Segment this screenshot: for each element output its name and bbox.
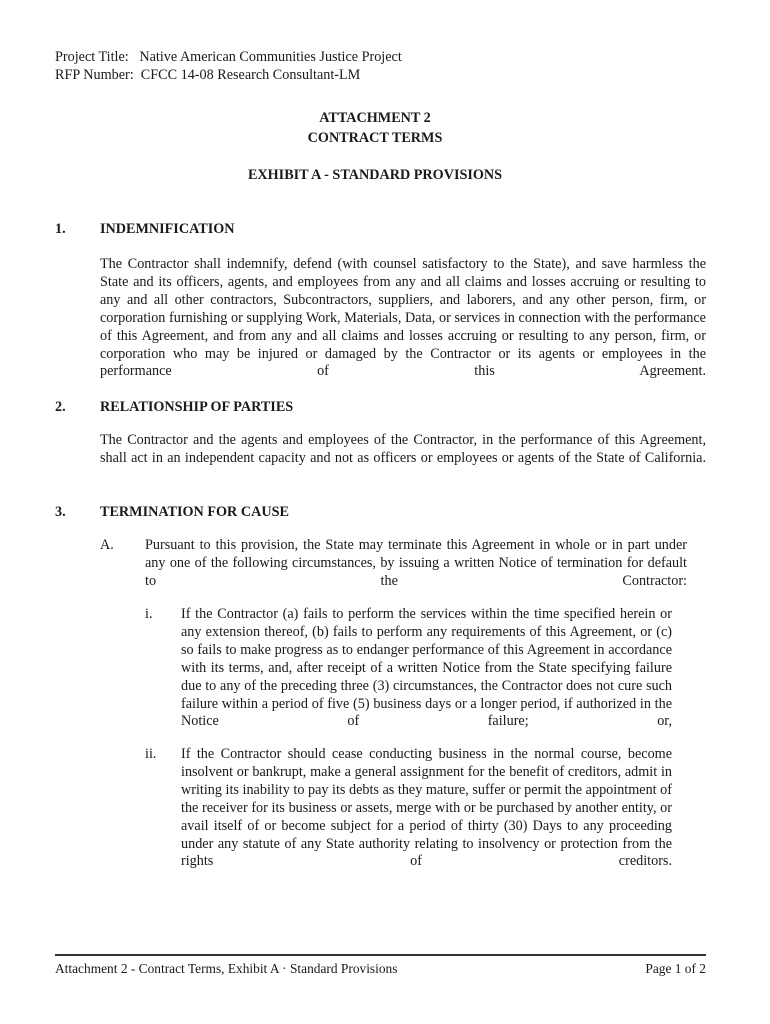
contract-terms-title: CONTRACT TERMS bbox=[307, 129, 443, 146]
rfp-number-row bbox=[55, 67, 402, 85]
project-title-label: Project Title: bbox=[55, 49, 129, 65]
section-body-relationship: The Contractor and the agents and employees of the Contractor, in the performance of this Agreement, shall act in an independent capacity and not as officers or employees or agents of the State of California. bbox=[100, 432, 706, 466]
subsection-label: A. bbox=[100, 537, 114, 553]
exhibit-title: EXHIBIT A - STANDARD PROVISIONS bbox=[247, 167, 503, 183]
section-heading-indemnification: INDEMNIFICATION bbox=[100, 221, 235, 237]
section-number: 3. bbox=[55, 504, 66, 520]
list-item: If the Contractor should cease conducting business in the normal course, become insolvent or bankrupt, make a general assignment for the benefit of creditors, admit in writing its inability to pay its debts as they mature, suffer or permit the appointment of the receiver for its business or assets, merge with or be purchased by another entity, or avail itself of or become subject for a period of thirty (30) Days to any proceeding under any statute of any State authority relating to insolvency or protection from the rights of creditors. bbox=[181, 746, 672, 870]
attachment-title-block bbox=[0, 109, 750, 148]
rfp-number-value: CFCC 14-08 Research Consultant-LM bbox=[140, 66, 361, 83]
section-heading-termination: TERMINATION FOR CAUSE bbox=[100, 504, 289, 520]
document-header bbox=[55, 49, 402, 84]
footer-page-number: Page 1 of 2 bbox=[645, 961, 706, 976]
rfp-number-label: RFP Number: bbox=[55, 66, 134, 83]
attachment-title: ATTACHMENT 2 bbox=[319, 110, 431, 126]
project-title-value: Native American Communities Justice Project bbox=[139, 49, 402, 65]
footer-divider bbox=[55, 954, 706, 956]
list-item-label: ii. bbox=[145, 746, 157, 762]
list-item: If the Contractor (a) fails to perform the services within the time specified herein or any extension thereof, (b) fails to perform any requirements of this Agreement, or (c) so fails to make progress as to endanger performance of this Agreement in accordance with its terms, and, after receipt of a written Notice from the State specifying failure due to any of the preceding three (3) circumstances, the Contractor does not cure such failure within a period of five (5) business days or a longer period, if authorized in the Notice of failure; or, bbox=[181, 606, 672, 730]
section-body-indemnification: The Contractor shall indemnify, defend (with counsel satisfactory to the State), and save harmless the State and its officers, agents, and employees from any and all claims and losses accruing or resulting to any and all other contractors, Subcontractors, suppliers, and laborers, and any other person, firm, or corporation furnishing or supplying Work, Materials, Data, or services in connection with the performance of this Agreement, and from any and all claims and losses accruing or resulting to any person, firm, or corporation who may be injured or damaged by the Contractor or its agents or employees in the performance of this Agreement. bbox=[100, 256, 706, 380]
section-heading-relationship: RELATIONSHIP OF PARTIES bbox=[100, 399, 294, 415]
footer-document-label: Attachment 2 - Contract Terms, Exhibit A · Standard Provisions bbox=[55, 961, 398, 976]
project-title-row bbox=[55, 49, 402, 67]
list-item-label: i. bbox=[145, 606, 153, 622]
subsection-body: Pursuant to this provision, the State may terminate this Agreement in whole or in part under any one of the following circumstances, by issuing a written Notice of termination for default to the Contractor: bbox=[145, 537, 687, 589]
section-number: 2. bbox=[55, 399, 66, 415]
section-number: 1. bbox=[55, 221, 66, 237]
